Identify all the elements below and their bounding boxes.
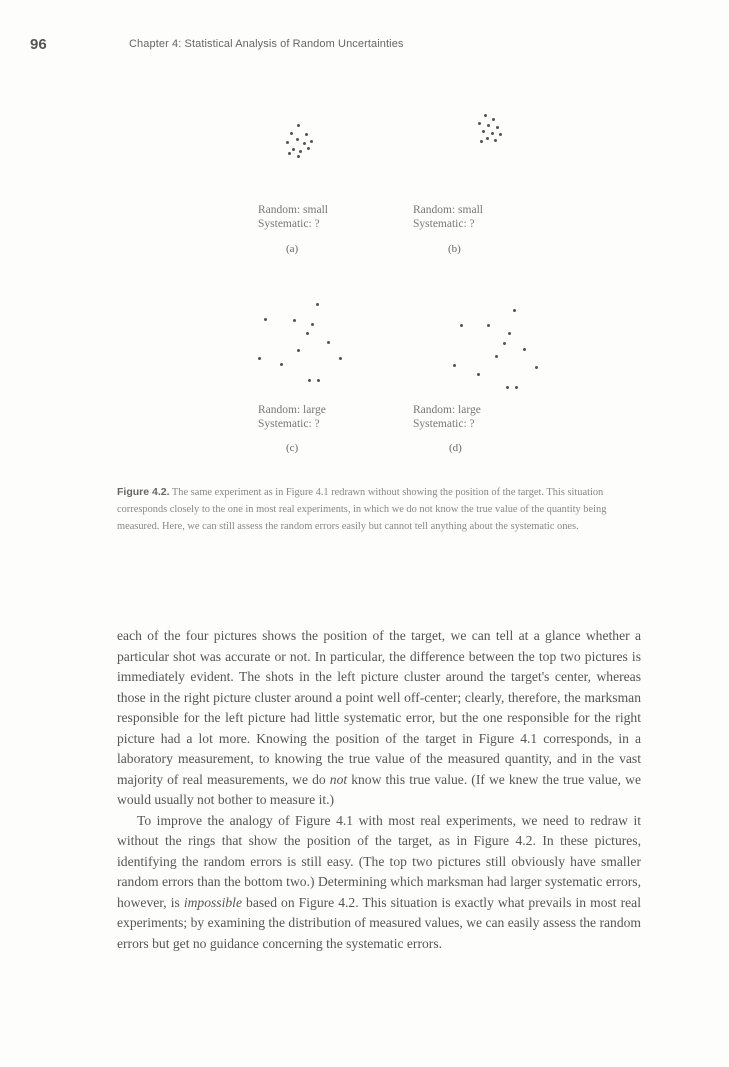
shot-dot bbox=[487, 124, 490, 127]
shot-dot bbox=[503, 342, 506, 345]
shot-dot bbox=[293, 319, 296, 322]
page-number: 96 bbox=[30, 36, 47, 53]
shot-dot bbox=[487, 324, 490, 327]
shot-dot bbox=[535, 366, 538, 369]
systematic-label: Systematic: ? bbox=[413, 218, 475, 230]
shot-dot bbox=[303, 142, 306, 145]
shot-dot bbox=[286, 141, 289, 144]
figure-caption-label: Figure 4.2. bbox=[117, 486, 170, 498]
figure-caption-text: The same experiment as in Figure 4.1 redrawn without showing the position of the target. This situation corresponds closely to the one in most real experiments, in which we do not know the true value of the quantity being measured. Here, we can still assess the random errors easily but cannot tell anything about the systematic ones. bbox=[117, 487, 607, 532]
shot-dot bbox=[280, 363, 283, 366]
panel-letter: (b) bbox=[448, 243, 461, 255]
shot-dot bbox=[484, 114, 487, 117]
paragraph-2-text: To improve the analogy of Figure 4.1 with most real experiments, we need to redraw it without the rings that show the position of the target, as in Figure 4.2. In these pictures, identifying the random errors is still easy. (The top two pictures still obviously have smaller random errors than the bottom two.) Determining which marksman had larger systematic errors, however, is bbox=[117, 812, 641, 910]
running-head: Chapter 4: Statistical Analysis of Random Uncertainties bbox=[129, 38, 404, 50]
shot-dot bbox=[477, 373, 480, 376]
shot-dot bbox=[515, 386, 518, 389]
random-label: Random: small bbox=[413, 204, 483, 216]
systematic-label: Systematic: ? bbox=[258, 218, 320, 230]
shot-dot bbox=[513, 309, 516, 312]
shot-dot bbox=[307, 147, 310, 150]
shot-dot bbox=[316, 303, 319, 306]
paragraph-2-emphasis: impossible bbox=[183, 894, 242, 910]
shot-dot bbox=[478, 122, 481, 125]
paragraph-1-text: each of the four pictures shows the position of the target, we can tell at a glance whether a particular shot was accurate or not. In particular, the difference between the top two pictures is immediately evident. The shots in the left picture cluster around the target's center, whereas those in the right picture cluster around a point well off-center; clearly, therefore, the marksman responsible for the left picture had little systematic error, but the one responsible for the right picture had a lot more. Knowing the position of the target in Figure 4.1 corresponds, in a laboratory measurement, to knowing the true value of the measured quantity, and in the vast majority of real measurements, we do bbox=[117, 628, 641, 787]
shot-cluster-c bbox=[255, 298, 355, 388]
shot-dot bbox=[311, 323, 314, 326]
shot-dot bbox=[523, 348, 526, 351]
shot-dot bbox=[297, 124, 300, 127]
shot-dot bbox=[491, 132, 494, 135]
shot-dot bbox=[308, 379, 311, 382]
shot-dot bbox=[290, 132, 293, 135]
figure-caption bbox=[117, 484, 622, 535]
random-label: Random: large bbox=[413, 404, 481, 416]
paragraph-1-text-end: know this true value. (If we knew the true value, we would usually not bother to measure it.) bbox=[117, 771, 641, 807]
systematic-label: Systematic: ? bbox=[413, 418, 475, 430]
body-text bbox=[117, 626, 641, 954]
panel-letter: (c) bbox=[286, 442, 299, 454]
shot-dot bbox=[494, 139, 497, 142]
systematic-label: Systematic: ? bbox=[258, 418, 320, 430]
shot-dot bbox=[495, 355, 498, 358]
paragraph-2-text-end: based on Figure 4.2. This situation is exactly what prevails in most real experiments; by examining the distribution of measured values, we can easily assess the random errors but get no guidance concerning the systematic errors. bbox=[117, 894, 641, 951]
shot-cluster-d bbox=[450, 305, 550, 395]
page-header bbox=[30, 36, 710, 56]
shot-dot bbox=[306, 332, 309, 335]
shot-dot bbox=[480, 140, 483, 143]
shot-dot bbox=[264, 318, 267, 321]
paragraph-2 bbox=[117, 811, 641, 955]
shot-cluster-a bbox=[283, 124, 323, 164]
shot-dot bbox=[310, 140, 313, 143]
panel-letter: (d) bbox=[449, 442, 462, 454]
shot-dot bbox=[496, 126, 499, 129]
shot-dot bbox=[296, 138, 299, 141]
random-label: Random: large bbox=[258, 404, 326, 416]
random-label: Random: small bbox=[258, 204, 328, 216]
shot-dot bbox=[317, 379, 320, 382]
shot-dot bbox=[499, 133, 502, 136]
paragraph-1 bbox=[117, 626, 641, 811]
shot-dot bbox=[506, 386, 509, 389]
shot-dot bbox=[305, 133, 308, 136]
shot-dot bbox=[492, 118, 495, 121]
shot-dot bbox=[482, 130, 485, 133]
shot-dot bbox=[299, 150, 302, 153]
shot-dot bbox=[339, 357, 342, 360]
shot-dot bbox=[460, 324, 463, 327]
shot-dot bbox=[297, 349, 300, 352]
shot-dot bbox=[258, 357, 261, 360]
shot-dot bbox=[297, 155, 300, 158]
shot-dot bbox=[288, 152, 291, 155]
shot-dot bbox=[327, 341, 330, 344]
shot-dot bbox=[292, 148, 295, 151]
shot-cluster-b bbox=[474, 114, 514, 154]
shot-dot bbox=[508, 332, 511, 335]
paragraph-1-emphasis: not bbox=[329, 771, 348, 787]
shot-dot bbox=[486, 137, 489, 140]
shot-dot bbox=[453, 364, 456, 367]
panel-letter: (a) bbox=[286, 243, 299, 255]
